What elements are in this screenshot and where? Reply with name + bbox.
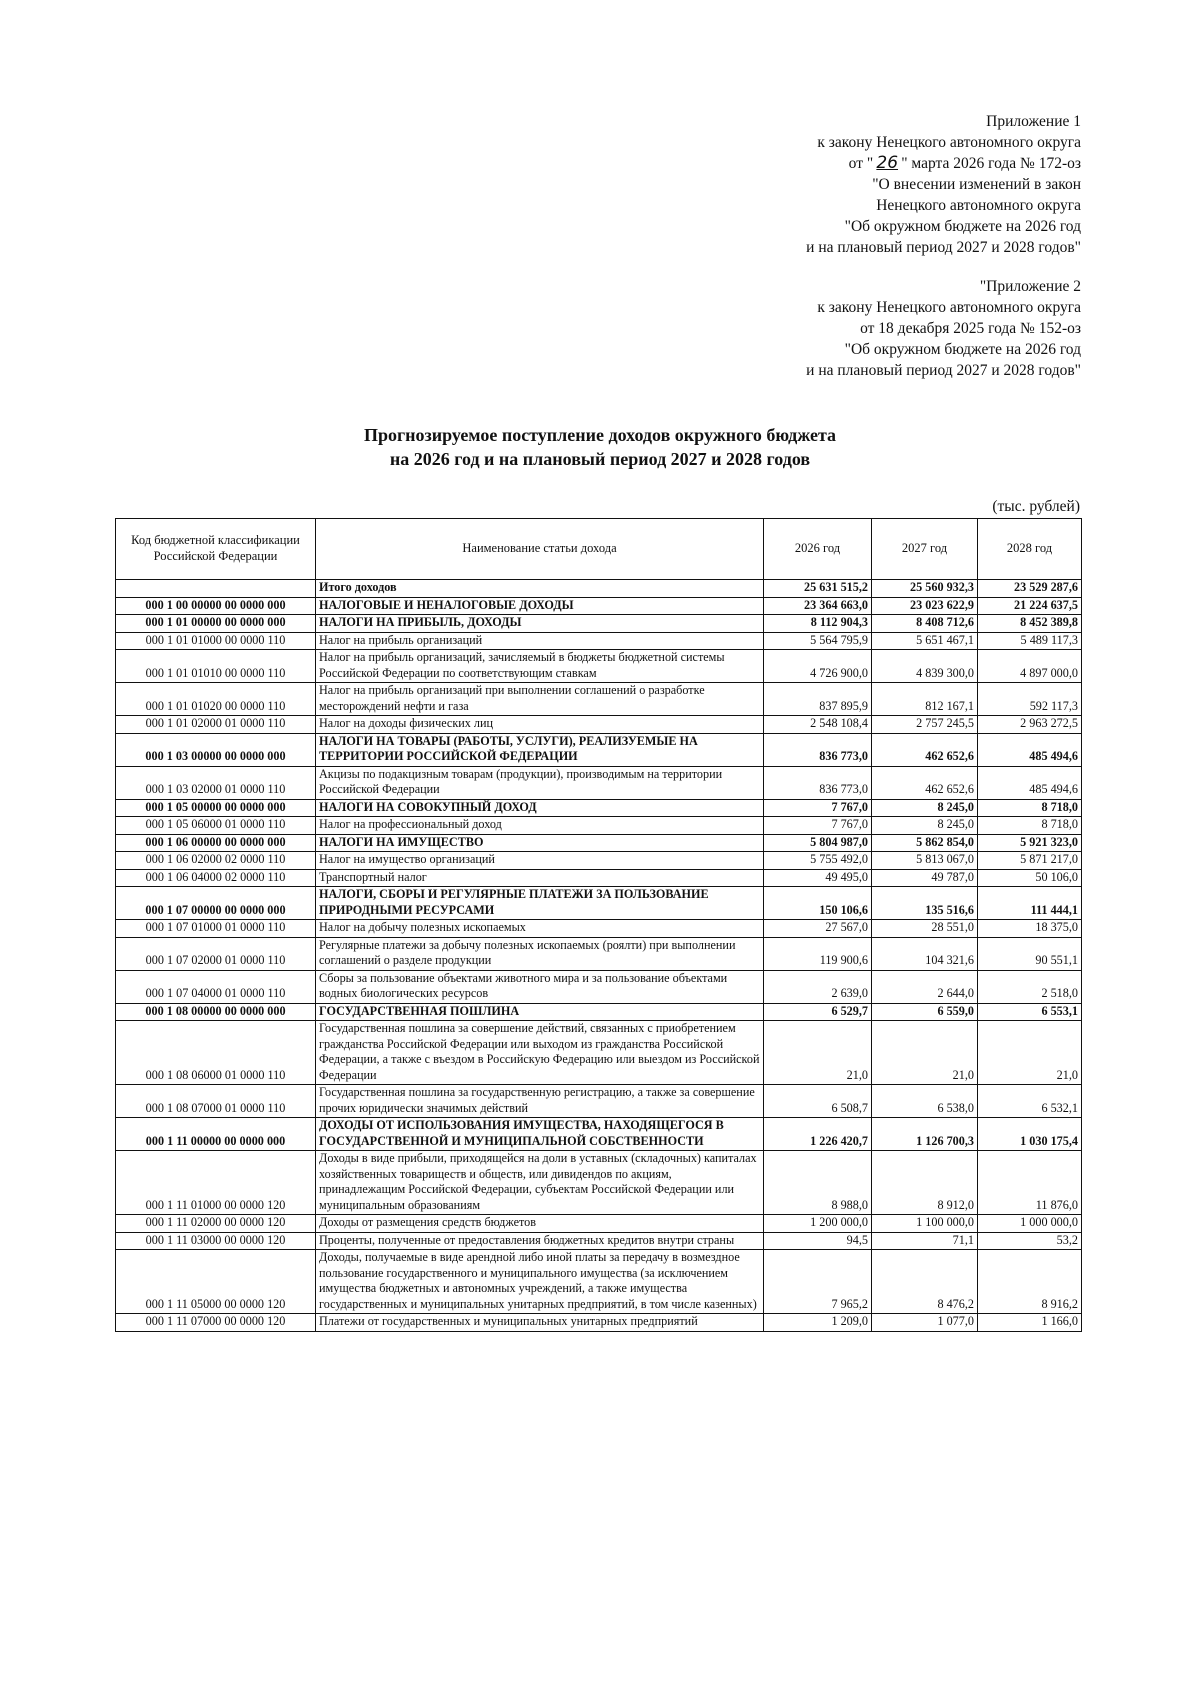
row-value-2028: 50 106,0 xyxy=(978,869,1082,887)
revenue-table xyxy=(115,518,1082,1332)
row-code: 000 1 07 01000 01 0000 110 xyxy=(116,920,316,938)
row-value-2028: 8 916,2 xyxy=(978,1250,1082,1314)
row-value-2028: 5 921 323,0 xyxy=(978,834,1082,852)
row-value-2027: 71,1 xyxy=(872,1232,978,1250)
table-row xyxy=(116,852,1082,870)
row-value-2028: 21,0 xyxy=(978,1021,1082,1085)
table-row xyxy=(116,1021,1082,1085)
table-row xyxy=(116,615,1082,633)
row-code: 000 1 03 00000 00 0000 000 xyxy=(116,733,316,766)
row-code: 000 1 07 04000 01 0000 110 xyxy=(116,970,316,1003)
table-row xyxy=(116,970,1082,1003)
appendix-2-subject-1: "Об окружном бюджете на 2026 год xyxy=(844,341,1081,358)
row-value-2026: 5 804 987,0 xyxy=(764,834,872,852)
row-value-2027: 28 551,0 xyxy=(872,920,978,938)
row-value-2028: 1 166,0 xyxy=(978,1314,1082,1332)
row-code: 000 1 07 02000 01 0000 110 xyxy=(116,937,316,970)
row-value-2026: 837 895,9 xyxy=(764,683,872,716)
row-value-2026: 1 226 420,7 xyxy=(764,1118,872,1151)
row-value-2026: 7 965,2 xyxy=(764,1250,872,1314)
table-row xyxy=(116,650,1082,683)
table-row xyxy=(116,766,1082,799)
row-value-2027: 2 757 245,5 xyxy=(872,716,978,734)
row-code: 000 1 06 02000 02 0000 110 xyxy=(116,852,316,870)
row-name: Налог на добычу полезных ископаемых xyxy=(316,920,764,938)
row-code: 000 1 03 02000 01 0000 110 xyxy=(116,766,316,799)
row-value-2028: 8 718,0 xyxy=(978,799,1082,817)
table-row xyxy=(116,1250,1082,1314)
table-row xyxy=(116,632,1082,650)
table-row xyxy=(116,799,1082,817)
row-value-2027: 25 560 932,3 xyxy=(872,580,978,598)
table-row xyxy=(116,580,1082,598)
row-value-2026: 6 508,7 xyxy=(764,1085,872,1118)
table-header-row xyxy=(116,519,1082,580)
row-value-2028: 111 444,1 xyxy=(978,887,1082,920)
row-name: НАЛОГИ, СБОРЫ И РЕГУЛЯРНЫЕ ПЛАТЕЖИ ЗА ПОЛЬЗОВАНИЕ ПРИРОДНЫМИ РЕСУРСАМИ xyxy=(316,887,764,920)
row-code: 000 1 08 07000 01 0000 110 xyxy=(116,1085,316,1118)
appendix-1-subject-4: и на плановый период 2027 и 2028 годов" xyxy=(806,239,1081,256)
row-value-2026: 150 106,6 xyxy=(764,887,872,920)
appendix-2-subject-2: и на плановый период 2027 и 2028 годов" xyxy=(806,362,1081,379)
row-value-2026: 8 112 904,3 xyxy=(764,615,872,633)
row-value-2027: 5 813 067,0 xyxy=(872,852,978,870)
row-name: Платежи от государственных и муниципальных унитарных предприятий xyxy=(316,1314,764,1332)
row-name: Доходы от размещения средств бюджетов xyxy=(316,1215,764,1233)
row-value-2026: 7 767,0 xyxy=(764,817,872,835)
header-name: Наименование статьи дохода xyxy=(316,519,764,580)
row-code: 000 1 11 00000 00 0000 000 xyxy=(116,1118,316,1151)
row-value-2027: 49 787,0 xyxy=(872,869,978,887)
row-value-2027: 5 651 467,1 xyxy=(872,632,978,650)
row-name: ДОХОДЫ ОТ ИСПОЛЬЗОВАНИЯ ИМУЩЕСТВА, НАХОДЯЩЕГОСЯ В ГОСУДАРСТВЕННОЙ И МУНИЦИПАЛЬНОЙ СОБСТВЕННОСТИ xyxy=(316,1118,764,1151)
row-value-2028: 1 030 175,4 xyxy=(978,1118,1082,1151)
row-code: 000 1 11 02000 00 0000 120 xyxy=(116,1215,316,1233)
table-row xyxy=(116,1151,1082,1215)
row-value-2027: 1 077,0 xyxy=(872,1314,978,1332)
row-code: 000 1 06 00000 00 0000 000 xyxy=(116,834,316,852)
row-name: Транспортный налог xyxy=(316,869,764,887)
row-value-2026: 5 755 492,0 xyxy=(764,852,872,870)
row-value-2027: 23 023 622,9 xyxy=(872,597,978,615)
row-value-2026: 2 548 108,4 xyxy=(764,716,872,734)
row-name: НАЛОГОВЫЕ И НЕНАЛОГОВЫЕ ДОХОДЫ xyxy=(316,597,764,615)
appendix-1-law-ref: к закону Ненецкого автономного округа xyxy=(817,134,1081,151)
row-code: 000 1 05 00000 00 0000 000 xyxy=(116,799,316,817)
table-row xyxy=(116,733,1082,766)
table-body xyxy=(116,580,1082,1332)
row-name: Сборы за пользование объектами животного мира и за пользование объектами водных биологических ресурсов xyxy=(316,970,764,1003)
appendix-1-subject-3: "Об окружном бюджете на 2026 год xyxy=(844,218,1081,235)
row-name: НАЛОГИ НА ИМУЩЕСТВО xyxy=(316,834,764,852)
row-value-2027: 4 839 300,0 xyxy=(872,650,978,683)
row-name: НАЛОГИ НА ТОВАРЫ (РАБОТЫ, УСЛУГИ), РЕАЛИЗУЕМЫЕ НА ТЕРРИТОРИИ РОССИЙСКОЙ ФЕДЕРАЦИИ xyxy=(316,733,764,766)
row-value-2026: 836 773,0 xyxy=(764,766,872,799)
row-name: НАЛОГИ НА ПРИБЫЛЬ, ДОХОДЫ xyxy=(316,615,764,633)
row-code: 000 1 06 04000 02 0000 110 xyxy=(116,869,316,887)
table-row xyxy=(116,920,1082,938)
row-code: 000 1 05 06000 01 0000 110 xyxy=(116,817,316,835)
table-row xyxy=(116,1085,1082,1118)
row-value-2028: 485 494,6 xyxy=(978,733,1082,766)
row-value-2026: 5 564 795,9 xyxy=(764,632,872,650)
table-row xyxy=(116,597,1082,615)
row-code: 000 1 01 00000 00 0000 000 xyxy=(116,615,316,633)
row-value-2026: 27 567,0 xyxy=(764,920,872,938)
row-value-2028: 4 897 000,0 xyxy=(978,650,1082,683)
row-value-2027: 462 652,6 xyxy=(872,766,978,799)
row-value-2028: 2 963 272,5 xyxy=(978,716,1082,734)
row-value-2028: 485 494,6 xyxy=(978,766,1082,799)
row-code: 000 1 11 01000 00 0000 120 xyxy=(116,1151,316,1215)
row-value-2027: 5 862 854,0 xyxy=(872,834,978,852)
row-value-2027: 135 516,6 xyxy=(872,887,978,920)
handwritten-day: 26 xyxy=(876,153,899,173)
table-row xyxy=(116,1215,1082,1233)
row-name: Налог на прибыль организаций, зачисляемый в бюджеты бюджетной системы Российской Федерации по соответствующим ставкам xyxy=(316,650,764,683)
row-value-2027: 2 644,0 xyxy=(872,970,978,1003)
row-value-2028: 2 518,0 xyxy=(978,970,1082,1003)
row-value-2026: 8 988,0 xyxy=(764,1151,872,1215)
table-row xyxy=(116,817,1082,835)
row-value-2026: 7 767,0 xyxy=(764,799,872,817)
row-value-2028: 53,2 xyxy=(978,1232,1082,1250)
table-row xyxy=(116,683,1082,716)
row-value-2026: 94,5 xyxy=(764,1232,872,1250)
table-row xyxy=(116,1118,1082,1151)
row-value-2028: 6 532,1 xyxy=(978,1085,1082,1118)
row-name: Налог на имущество организаций xyxy=(316,852,764,870)
row-value-2028: 8 452 389,8 xyxy=(978,615,1082,633)
appendix-1-title: Приложение 1 xyxy=(986,113,1081,130)
row-value-2027: 104 321,6 xyxy=(872,937,978,970)
row-name: Итого доходов xyxy=(316,580,764,598)
row-name: Государственная пошлина за совершение действий, связанных с приобретением гражданства Российской Федерации или выходом из гражданства Российской Федерации, а также с въездом в Российскую Федерацию или выездом из Российской Федерации xyxy=(316,1021,764,1085)
table-row xyxy=(116,1314,1082,1332)
row-value-2026: 836 773,0 xyxy=(764,733,872,766)
row-value-2026: 2 639,0 xyxy=(764,970,872,1003)
appendix-1-subject-1: "О внесении изменений в закон xyxy=(872,176,1081,193)
row-value-2027: 6 538,0 xyxy=(872,1085,978,1118)
row-value-2027: 8 476,2 xyxy=(872,1250,978,1314)
row-value-2028: 18 375,0 xyxy=(978,920,1082,938)
row-name: Регулярные платежи за добычу полезных ископаемых (роялти) при выполнении соглашений о разделе продукции xyxy=(316,937,764,970)
row-code: 000 1 11 03000 00 0000 120 xyxy=(116,1232,316,1250)
row-name: Налог на прибыль организаций xyxy=(316,632,764,650)
appendix-2-title: "Приложение 2 xyxy=(979,278,1081,295)
table-row xyxy=(116,887,1082,920)
header-2028: 2028 год xyxy=(978,519,1082,580)
row-value-2028: 5 871 217,0 xyxy=(978,852,1082,870)
row-name: Акцизы по подакцизным товарам (продукции), производимым на территории Российской Федерации xyxy=(316,766,764,799)
row-name: Доходы, получаемые в виде арендной либо иной платы за передачу в возмездное пользование государственного и муниципального имущества (за исключением имущества бюджетных и автономных учреждений, а также имущества государственных и муниципальных унитарных предприятий, в том числе казенных) xyxy=(316,1250,764,1314)
appendix-1-subject-2: Ненецкого автономного округа xyxy=(876,197,1081,214)
row-code: 000 1 11 05000 00 0000 120 xyxy=(116,1250,316,1314)
row-name: Налог на профессиональный доход xyxy=(316,817,764,835)
header-2026: 2026 год xyxy=(764,519,872,580)
row-value-2027: 1 100 000,0 xyxy=(872,1215,978,1233)
document-title-line-1: Прогнозируемое поступление доходов окружного бюджета xyxy=(363,425,837,445)
table-row xyxy=(116,869,1082,887)
document-title xyxy=(0,423,1200,471)
row-value-2028: 6 553,1 xyxy=(978,1003,1082,1021)
appendix-1-header xyxy=(806,111,1081,258)
row-code: 000 1 01 02000 01 0000 110 xyxy=(116,716,316,734)
row-value-2027: 8 245,0 xyxy=(872,799,978,817)
row-value-2027: 8 245,0 xyxy=(872,817,978,835)
appendix-2-header xyxy=(806,276,1081,381)
header-code: Код бюджетной классификации Российской Федерации xyxy=(116,519,316,580)
row-value-2027: 6 559,0 xyxy=(872,1003,978,1021)
row-value-2026: 25 631 515,2 xyxy=(764,580,872,598)
document-title-line-2: на 2026 год и на плановый период 2027 и 2028 годов xyxy=(389,449,811,469)
row-name: Государственная пошлина за государственную регистрацию, а также за совершение прочих юридически значимых действий xyxy=(316,1085,764,1118)
appendix-2-law-ref: к закону Ненецкого автономного округа xyxy=(817,299,1081,316)
units-label: (тыс. рублей) xyxy=(992,498,1080,515)
table-row xyxy=(116,1232,1082,1250)
row-name: Доходы в виде прибыли, приходящейся на доли в уставных (складочных) капиталах хозяйственных товариществ и обществ, или дивидендов по акциям, принадлежащим Российской Федерации, субъектам Российской Федерации или муниципальным образованиям xyxy=(316,1151,764,1215)
row-value-2028: 8 718,0 xyxy=(978,817,1082,835)
table-row xyxy=(116,937,1082,970)
row-value-2026: 1 209,0 xyxy=(764,1314,872,1332)
row-name: Проценты, полученные от предоставления бюджетных кредитов внутри страны xyxy=(316,1232,764,1250)
row-value-2028: 90 551,1 xyxy=(978,937,1082,970)
row-value-2026: 21,0 xyxy=(764,1021,872,1085)
row-code: 000 1 11 07000 00 0000 120 xyxy=(116,1314,316,1332)
appendix-2-date-line: от 18 декабря 2025 года № 152-оз xyxy=(860,320,1081,337)
row-value-2027: 21,0 xyxy=(872,1021,978,1085)
row-value-2027: 8 912,0 xyxy=(872,1151,978,1215)
row-code: 000 1 08 06000 01 0000 110 xyxy=(116,1021,316,1085)
appendix-1-date-line: от " 26 " марта 2026 года № 172-оз xyxy=(848,153,1081,173)
row-value-2026: 49 495,0 xyxy=(764,869,872,887)
table-row xyxy=(116,1003,1082,1021)
row-value-2028: 21 224 637,5 xyxy=(978,597,1082,615)
row-code: 000 1 08 00000 00 0000 000 xyxy=(116,1003,316,1021)
row-code: 000 1 07 00000 00 0000 000 xyxy=(116,887,316,920)
row-value-2028: 592 117,3 xyxy=(978,683,1082,716)
row-code: 000 1 01 01000 00 0000 110 xyxy=(116,632,316,650)
row-value-2026: 6 529,7 xyxy=(764,1003,872,1021)
row-code xyxy=(116,580,316,598)
row-value-2027: 1 126 700,3 xyxy=(872,1118,978,1151)
row-code: 000 1 01 01020 00 0000 110 xyxy=(116,683,316,716)
row-name: ГОСУДАРСТВЕННАЯ ПОШЛИНА xyxy=(316,1003,764,1021)
row-name: Налог на доходы физических лиц xyxy=(316,716,764,734)
row-value-2027: 812 167,1 xyxy=(872,683,978,716)
row-value-2026: 4 726 900,0 xyxy=(764,650,872,683)
row-name: НАЛОГИ НА СОВОКУПНЫЙ ДОХОД xyxy=(316,799,764,817)
row-code: 000 1 00 00000 00 0000 000 xyxy=(116,597,316,615)
row-name: Налог на прибыль организаций при выполнении соглашений о разработке месторождений нефти и газа xyxy=(316,683,764,716)
row-value-2028: 11 876,0 xyxy=(978,1151,1082,1215)
row-code: 000 1 01 01010 00 0000 110 xyxy=(116,650,316,683)
row-value-2026: 1 200 000,0 xyxy=(764,1215,872,1233)
row-value-2028: 5 489 117,3 xyxy=(978,632,1082,650)
table-row xyxy=(116,716,1082,734)
row-value-2028: 23 529 287,6 xyxy=(978,580,1082,598)
row-value-2026: 119 900,6 xyxy=(764,937,872,970)
row-value-2027: 462 652,6 xyxy=(872,733,978,766)
header-2027: 2027 год xyxy=(872,519,978,580)
row-value-2028: 1 000 000,0 xyxy=(978,1215,1082,1233)
row-value-2027: 8 408 712,6 xyxy=(872,615,978,633)
table-row xyxy=(116,834,1082,852)
row-value-2026: 23 364 663,0 xyxy=(764,597,872,615)
